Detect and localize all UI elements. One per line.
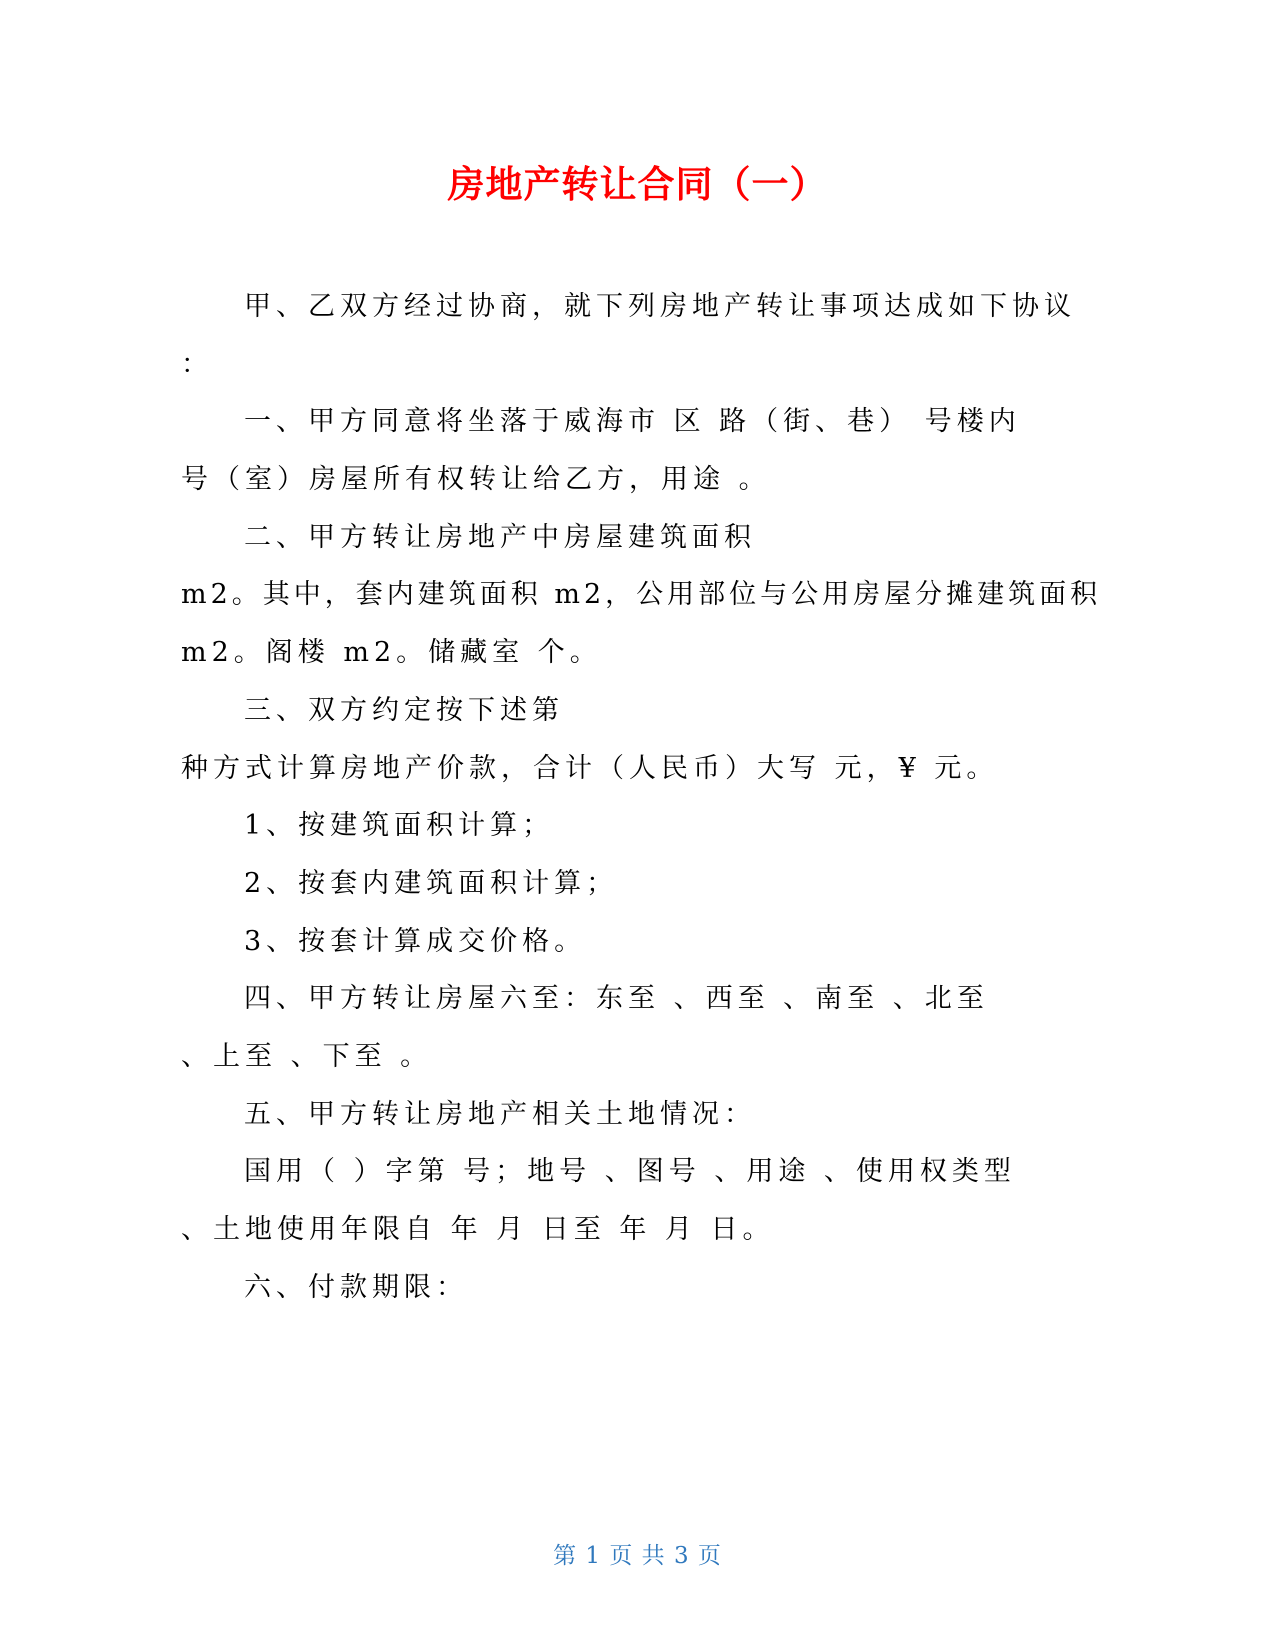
- paragraph-line: 六、付款期限：: [244, 1272, 468, 1303]
- paragraph-line: ：: [181, 349, 213, 380]
- page-number-footer: 第 1 页 共 3 页: [553, 1543, 722, 1569]
- paragraph-line: m2。其中，套内建筑面积 m2，公用部位与公用房屋分摊建筑面积: [181, 579, 1102, 610]
- paragraph-line: 3、按套计算成交价格。: [244, 926, 587, 957]
- paragraph-line: 2、按套内建筑面积计算；: [244, 868, 619, 899]
- paragraph-line: 号（室）房屋所有权转让给乙方，用途 。: [181, 464, 771, 495]
- paragraph-line: 国用（ ）字第 号；地号 、图号 、用途 、使用权类型: [244, 1156, 1016, 1187]
- paragraph-line: 一、甲方同意将坐落于威海市 区 路（街、巷） 号楼内: [244, 406, 1021, 437]
- paragraph-line: 、上至 、下至 。: [181, 1041, 433, 1072]
- paragraph-line: 二、甲方转让房地产中房屋建筑面积: [244, 522, 756, 553]
- paragraph-line: 种方式计算房地产价款，合计（人民币）大写 元，¥ 元。: [181, 753, 999, 784]
- document-title: 房地产转让合同（一）: [447, 163, 828, 206]
- paragraph-line: 四、甲方转让房屋六至：东至 、西至 、南至 、北至: [244, 983, 989, 1014]
- paragraph-line: 甲、乙双方经过协商，就下列房地产转让事项达成如下协议: [244, 291, 1076, 322]
- paragraph-line: 1、按建筑面积计算；: [244, 810, 555, 841]
- paragraph-line: 、土地使用年限自 年 月 日至 年 月 日。: [181, 1214, 775, 1245]
- paragraph-line: 三、双方约定按下述第: [244, 695, 564, 726]
- paragraph-line: m2。阁楼 m2。储藏室 个。: [181, 637, 602, 668]
- paragraph-line: 五、甲方转让房地产相关土地情况：: [244, 1099, 756, 1130]
